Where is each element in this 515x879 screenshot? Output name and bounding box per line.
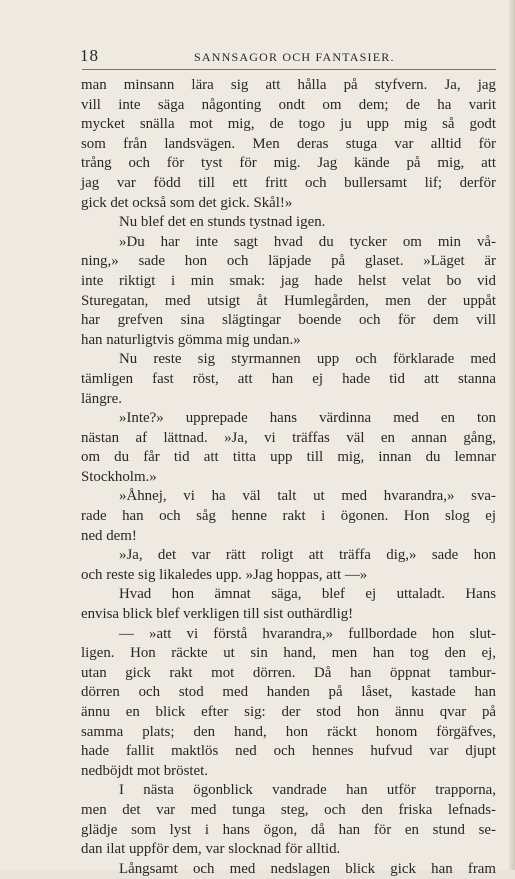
page-number: 18	[80, 46, 99, 65]
text-line: »Inte?» upprepade hans värdinna med en ton	[119, 410, 496, 427]
text-line: som från landsvägen. Men deras stuga var alltid för	[81, 135, 496, 152]
text-line: rade han och såg henne rakt i ögonen. Hon slog ej	[81, 508, 496, 525]
text-line: hade fallit maktlös ned och hennes hufvud var djupt	[81, 743, 496, 760]
text-line: nedböjdt mot bröstet.	[81, 762, 208, 779]
running-title: SANNSAGOR OCH FANTASIER.	[194, 50, 395, 64]
text-line: glädje som lyst i hans ögon, då han för en stund se-	[81, 821, 496, 838]
text-line: samma plats; den hand, hon räckt honom förgäfves,	[81, 723, 496, 740]
text-line: »Ja, det var rätt roligt att träffa dig,» sade hon	[119, 547, 496, 564]
text-line: vill inte säga någonting ondt om dem; de ha varit	[81, 96, 496, 113]
text-line: och reste sig likaledes upp. »Jag hoppas, att —»	[81, 566, 368, 583]
text-line: »Åhnej, vi ha väl talt ut med hvarandra,» sva-	[119, 488, 496, 505]
text-line: Långsamt och med nedslagen blick gick han fram	[119, 860, 496, 877]
text-line: dörren och stod med handen på låset, kastade han	[81, 684, 496, 701]
text-line: ning,» sade hon och läpjade på glaset. »Läget är	[81, 253, 496, 270]
text-line: han naturligtvis gömma mig undan.»	[81, 331, 301, 348]
text-line: dan ilat uppför dem, var slocknad för alltid.	[81, 841, 341, 858]
body-text	[81, 76, 496, 879]
text-line: om du får tid att titta upp till mig, innan du lemnar	[81, 449, 496, 466]
text-line: envisa blick blef verkligen till sist outhärdlig!	[81, 606, 354, 623]
header-rule	[82, 69, 496, 70]
text-line: ännu en blick efter sig: der stod hon ännu qvar på	[81, 704, 496, 720]
running-head	[78, 46, 498, 66]
text-line: gick det också som det gick. Skål!»	[81, 194, 293, 211]
text-line: Hvad hon ämnat säga, blef ej uttaladt. Hans	[119, 586, 496, 603]
text-line: ned dem!	[81, 527, 137, 544]
text-line: »Du har inte sagt hvad du tycker om min vå-	[119, 233, 496, 250]
text-line: Nu blef det en stunds tystnad igen.	[119, 214, 326, 231]
text-line: men det var med tunga steg, och den friska lefnads-	[81, 801, 496, 818]
text-line: jag var född till ett fritt och bullersamt lif; derför	[81, 174, 496, 191]
text-line: nästan af lättnad. »Ja, vi träffas väl en annan gång,	[81, 429, 496, 446]
text-line: längre.	[81, 390, 122, 407]
text-line: mycket snälla mot mig, de togo ju upp mig så godt	[81, 116, 496, 133]
text-line: I nästa ögonblick vandrade han utför trapporna,	[119, 782, 496, 799]
text-line: man minsann lära sig att hålla på styfvern. Ja, jag	[81, 77, 496, 93]
text-line: har grefven sina slägtingar boende och för dem vill	[81, 312, 496, 329]
text-line: Nu reste sig styrmannen upp och förklarade med	[119, 351, 496, 368]
page-edge-shadow	[509, 0, 515, 870]
text-line: trång och för tyst för mig. Jag kände på mig, att	[81, 155, 496, 172]
text-line: — »att vi förstå hvarandra,» fullbordade hon slut-	[119, 625, 496, 642]
text-line: ligen. Hon räckte ut sin hand, men han tog den ej,	[81, 645, 496, 662]
text-line: utan gick rakt mot dörren. Då han öppnat tambur-	[81, 664, 496, 681]
text-line: Stockholm.»	[81, 468, 157, 485]
text-line: inte riktigt i min smak: jag hade helst velat bo vid	[81, 272, 496, 289]
text-line: Sturegatan, med utsigt åt Humlegården, men der uppåt	[81, 292, 496, 309]
text-line: tämligen fast röst, att han ej hade tid att stanna	[81, 370, 496, 387]
